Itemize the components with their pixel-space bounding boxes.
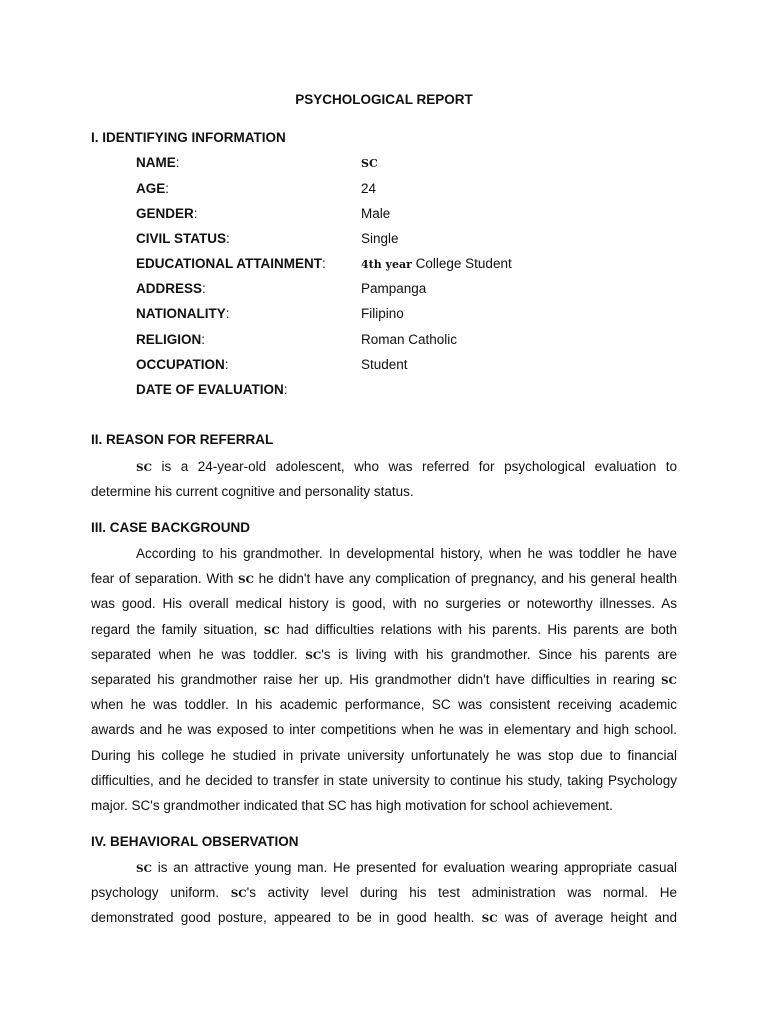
- paragraph-line: SC is a 24-year-old adolescent, who was referred for psychological evaluation to: [136, 459, 677, 474]
- paragraph-line: During his college he studied in private university unfortunately he was stop due to financial: [91, 747, 677, 763]
- paragraph-line: difficulties, and he decided to transfer in state university to continue his study, taking Psychology: [91, 772, 677, 788]
- case-background-paragraph: [91, 541, 677, 818]
- paragraph-line: psychology uniform. SC's activity level during his test administration was normal. He: [91, 885, 677, 901]
- paragraph-line: demonstrated good posture, appeared to be in good health. SC was of average height and: [91, 910, 677, 926]
- field-label-address: ADDRESS:: [136, 281, 206, 296]
- field-value-occupation: Student: [361, 357, 408, 372]
- field-label-name: NAME:: [136, 155, 180, 170]
- section-heading-behavioral-observation: IV. BEHAVIORAL OBSERVATION: [91, 834, 299, 849]
- paragraph-line: SC is an attractive young man. He presented for evaluation wearing appropriate casual: [136, 860, 677, 875]
- field-value-religion: Roman Catholic: [361, 332, 458, 347]
- field-label-occupation: OCCUPATION:: [136, 357, 229, 372]
- paragraph-line: determine his current cognitive and personality status.: [91, 484, 414, 500]
- education-year: 4th year: [361, 258, 412, 271]
- field-value-educational-attainment: [361, 256, 512, 271]
- education-level: College Student: [415, 256, 512, 271]
- paragraph-line: awards and he was exposed to inter competitions when he was in elementary and high school.: [91, 722, 677, 738]
- field-value-name: SC: [361, 157, 378, 170]
- field-label-age: AGE:: [136, 181, 170, 196]
- paragraph-line: According to his grandmother. In developmental history, when he was toddler he have: [136, 546, 677, 561]
- paragraph-line: was good. His overall medical history is good, with no surgeries or noteworthy illnesses. As: [91, 596, 677, 612]
- field-label-gender: GENDER:: [136, 206, 198, 221]
- section-heading-identifying-information: I. IDENTIFYING INFORMATION: [91, 130, 286, 145]
- field-value-civil-status: Single: [361, 231, 399, 246]
- section-heading-case-background: III. CASE BACKGROUND: [91, 520, 251, 535]
- field-value-gender: Male: [361, 206, 391, 221]
- field-label-date-of-evaluation: DATE OF EVALUATION:: [136, 382, 288, 397]
- reason-for-referral-paragraph: [91, 454, 677, 504]
- field-value-address: Pampanga: [361, 281, 427, 296]
- field-label-educational-attainment: EDUCATIONAL ATTAINMENT:: [136, 256, 326, 271]
- field-label-nationality: NATIONALITY:: [136, 306, 230, 321]
- paragraph-line: when he was toddler. In his academic performance, SC was consistent receiving academic: [91, 697, 677, 713]
- behavioral-observation-paragraph: [91, 855, 677, 931]
- paragraph-line: separated his grandmother raise her up. His grandmother didn't have difficulties in rearing SC: [91, 671, 677, 687]
- paragraph-line: separated when he was toddler. SC's is living with his grandmother. Since his parents are: [91, 646, 677, 662]
- paragraph-line: major. SC's grandmother indicated that SC has high motivation for school achievement.: [91, 797, 613, 813]
- field-label-civil-status: CIVIL STATUS:: [136, 231, 230, 246]
- document-title: PSYCHOLOGICAL REPORT: [295, 92, 473, 107]
- field-label-religion: RELIGION:: [136, 332, 206, 347]
- paragraph-line: regard the family situation, SC had difficulties relations with his parents. His parents are both: [91, 621, 677, 637]
- field-value-nationality: Filipino: [361, 306, 404, 321]
- paragraph-line: fear of separation. With SC he didn't have any complication of pregnancy, and his general health: [91, 571, 677, 587]
- field-value-age: 24: [361, 181, 377, 196]
- section-heading-reason-for-referral: II. REASON FOR REFERRAL: [91, 432, 274, 447]
